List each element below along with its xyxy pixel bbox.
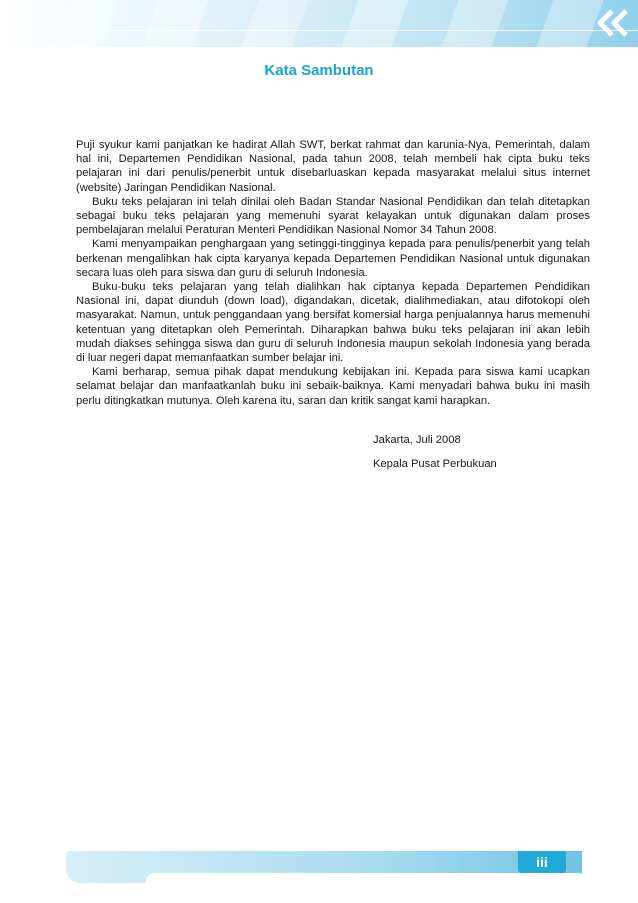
- paragraph: Buku-buku teks pelajaran yang telah dialihkan hak ciptanya kepada Departemen Pendidikan Nasional ini, dapat diunduh (down load), digandakan, dicetak, dialihmediakan, atau difotokopi oleh masyarakat. Namun, untuk penggandaan yang bersifat komersial harga penjualannya harus memenuhi ketentuan yang ditetapkan oleh Pemerintah. Diharapkan bahwa buku teks pelajaran ini akan lebih mudah diakses sehingga siswa dan guru di seluruh Indonesia maupun sekolah Indonesia yang berada di luar negeri dapat memanfaatkan sumber belajar ini.: [76, 281, 590, 365]
- signer-title: Kepala Pusat Perbukuan: [373, 458, 497, 470]
- paragraph: Buku teks pelajaran ini telah dinilai oleh Badan Standar Nasional Pendidikan dan telah ditetapkan sebagai buku teks pelajaran yang memenuhi syarat kelayakan untuk digunakan dalam proses pembelajaran melalui Peraturan Menteri Pendidikan Nasional Nomor 34 Tahun 2008.: [76, 195, 590, 237]
- page-title: Kata Sambutan: [264, 62, 374, 79]
- place-date: Jakarta, Juli 2008: [373, 434, 461, 446]
- header-decoration-band: [0, 0, 638, 47]
- paragraph: Kami menyampaikan penghargaan yang setinggi-tingginya kepada para penulis/penerbit yang telah berkenan mengalihkan hak cipta karyanya kepada Departemen Pendidikan Nasional untuk digunakan secara luas oleh para siswa dan guru di seluruh Indonesia.: [76, 238, 590, 279]
- body-text: [76, 138, 590, 408]
- signature-block: [373, 433, 497, 481]
- footer-decoration-band: [66, 851, 582, 883]
- page-number: iii: [518, 851, 566, 873]
- paragraph: Kami berharap, semua pihak dapat mendukung kebijakan ini. Kepada para siswa kami ucapkan selamat belajar dan manfaatkanlah buku ini sebaik-baiknya. Kami menyadari bahwa buku ini masih perlu ditingkatkan mutunya. Oleh karena itu, saran dan kritik sangat kami harapkan.: [76, 366, 590, 407]
- paragraph: Puji syukur kami panjatkan ke hadirat Allah SWT, berkat rahmat dan karunia-Nya, Pemerintah, dalam hal ini, Departemen Pendidikan Nasional, pada tahun 2008, telah membeli hak cipta buku teks pelajaran ini dari penulis/penerbit untuk disebarluaskan kepada masyarakat melalui situs internet (website) Jaringan Pendidikan Nasional.: [76, 139, 590, 194]
- double-chevron-left-icon: [594, 8, 630, 38]
